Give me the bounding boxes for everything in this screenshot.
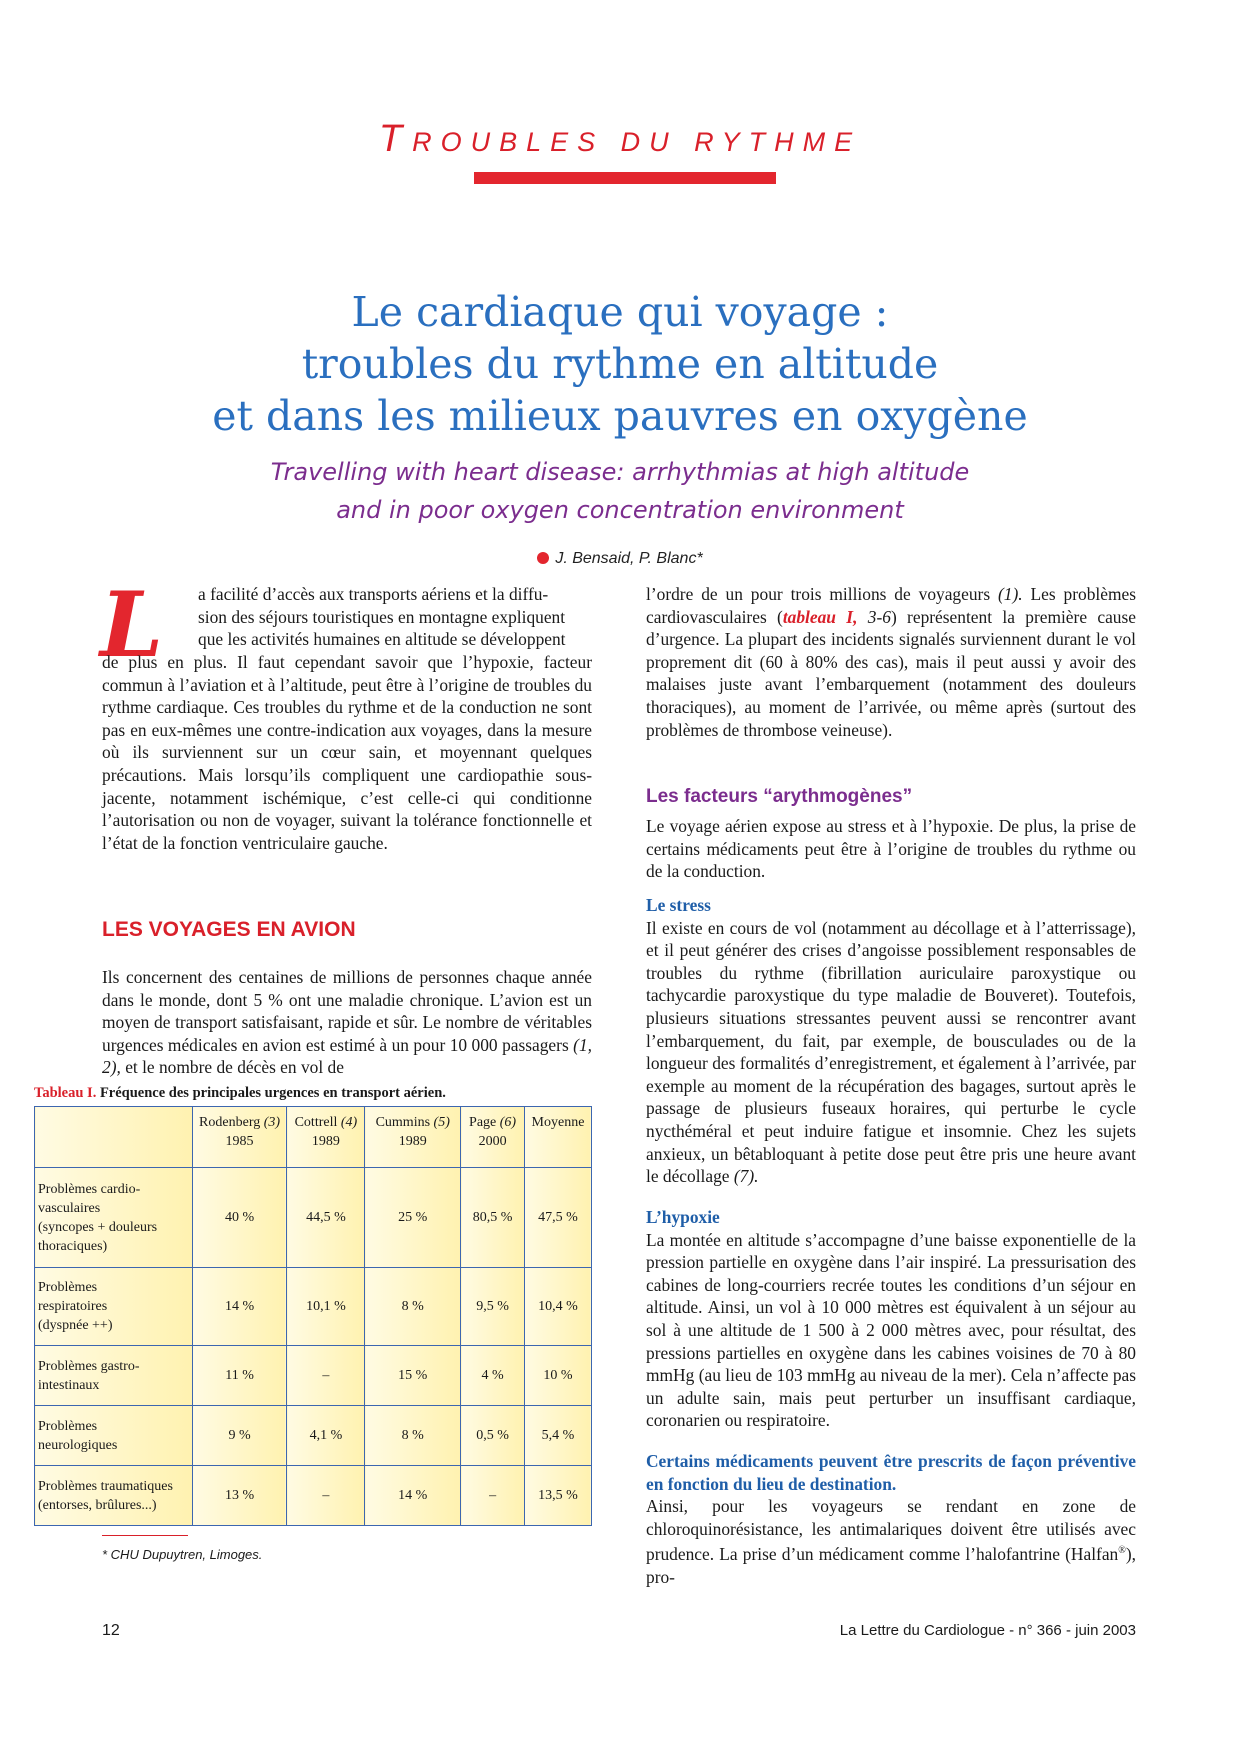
- table-cell: 0,5 %: [461, 1406, 525, 1466]
- bullet-icon: [537, 552, 549, 564]
- stress-block: Le stress Il existe en cours de vol (notamment au décollage et à l’atterrissage), et il peut générer des crises d’angoisse possiblement responsables de troubles du rythme (fibrillation auriculaire paroxystique ou tachycardie paroxystique du type maladie de Bouveret). Toutefois, plusieurs situations stressantes peuvent aussi se rencontrer avant l’embarquement, du fait, par exemple, de bousculades ou de la longueur des formalités d’enregistrement, et également à l’arrivée, par exemple au moment de la récupération des bagages, surtout après le passage de plusieurs fuseaux horaires, qui perturbe le cycle nycthéméral et peut induire fatigue et insomnie. Chez les sujets anxieux, un bêtabloquant à petite dose peut être pris une heure avant le décollage (7).: [646, 895, 1136, 1187]
- authors-text: J. Bensaid, P. Blanc*: [555, 550, 703, 567]
- table-cell: 14 %: [365, 1466, 461, 1526]
- row-label: Problèmes respiratoires (dyspnée ++): [35, 1268, 193, 1346]
- table-cell: –: [461, 1466, 525, 1526]
- section-heading-avion: LES VOYAGES EN AVION: [102, 918, 356, 941]
- intro-line-1: a facilité d’accès aux transports aériens et la diffu-: [198, 584, 549, 604]
- intro-first-lines: [198, 583, 592, 651]
- authors: [0, 550, 1240, 568]
- section-rubric: [0, 118, 1240, 161]
- urgences-table: [34, 1106, 592, 1526]
- heading-medicaments: Certains médicaments peuvent être prescrits de façon préventive en fonction du lieu de destination.: [646, 1451, 1136, 1494]
- avion-ref: (1, 2),: [102, 1034, 592, 1078]
- heading-facteurs: Les facteurs “arythmogènes”: [646, 786, 913, 807]
- table-cell: 4 %: [461, 1346, 525, 1406]
- rubric-underline-bar: [474, 172, 776, 184]
- table-cell: 8 %: [365, 1268, 461, 1346]
- table-cell: 8 %: [365, 1406, 461, 1466]
- right-paragraph-1: l’ordre de un pour trois millions de voyageurs (1). Les problèmes cardiovasculaires (tableau I, 3-6) représentent la première cause d’urgence. La plupart des incidents signalés surviennent durant le vol proprement dit (60 à 80% des cas), mais il peut aussi y avoir des malaises juste avant l’embarquement (notamment des douleurs thoraciques), au moment de l’arrivée, ou même après (surtout des problèmes de thrombose veineuse).: [646, 584, 1136, 740]
- table-cell: 9 %: [192, 1406, 287, 1466]
- facteurs-paragraph: Le voyage aérien expose au stress et à l’hypoxie. De plus, la prise de certains médicaments peut être à l’origine de troubles du rythme ou de la conduction.: [646, 816, 1136, 882]
- table-cell: 13 %: [192, 1466, 287, 1526]
- table-cell: 40 %: [192, 1168, 287, 1268]
- col-header: Cottrell (4) 1989: [287, 1107, 365, 1168]
- table-row: [35, 1168, 592, 1268]
- table-cell: –: [287, 1346, 365, 1406]
- title-line-1: Le cardiaque qui voyage :: [351, 288, 889, 336]
- table-row: [35, 1466, 592, 1526]
- row-label: Problèmes traumatiques (entorses, brûlures...): [35, 1466, 193, 1526]
- subtitle-line-1: Travelling with heart disease: arrhythmias at high altitude: [270, 458, 970, 486]
- intro-paragraph-text: de plus en plus. Il faut cependant savoir que l’hypoxie, facteur commun à l’aviation et à l’altitude, peut être à l’origine de troubles du rythme cardiaque. Ces troubles du rythme et de la conduction ne sont pas en eux-mêmes une contre-indication aux voyages, dans la mesure où ils surviennent sur un cœur sain, et moyennant quelques précautions. Mais lorsqu’ils compliquent une cardiopathie sous-jacente, notamment ischémique, c’est celle-ci qui conditionne l’autorisation ou non de voyager, suivant la tolérance fonctionnelle et l’état de la fonction ventriculaire gauche.: [102, 652, 592, 853]
- subtitle-line-2: and in poor oxygen concentration environment: [336, 496, 904, 524]
- col-header: Rodenberg (3) 1985: [192, 1107, 287, 1168]
- intro-paragraph: [102, 651, 592, 854]
- table-row: [35, 1346, 592, 1406]
- table-header-empty: [35, 1107, 193, 1168]
- medicaments-block: Certains médicaments peuvent être prescrits de façon préventive en fonction du lieu de destination. Ainsi, pour les voyageurs se rendant en zone de chloroquinorésistance, les antimalariques doivent être utilisés avec prudence. La prise d’un médicament comme l’halofantrine (Halfan®), pro-: [646, 1451, 1136, 1587]
- row-label: Problèmes neurologiques: [35, 1406, 193, 1466]
- table-cell: 4,1 %: [287, 1406, 365, 1466]
- page-number: 12: [102, 1622, 120, 1639]
- row-label: Problèmes gastro- intestinaux: [35, 1346, 193, 1406]
- col-header: Cummins (5) 1989: [365, 1107, 461, 1168]
- table-row: [35, 1406, 592, 1466]
- avion-paragraph: [102, 966, 592, 1079]
- hypoxie-block: L’hypoxie La montée en altitude s’accompagne d’une baisse exponentielle de la pression partielle en oxygène dans l’air inspiré. La pressurisation des cabines de long-courriers recrée toutes les conditions d’un séjour en altitude. Ainsi, un vol à 10 000 mètres est équivalent à un séjour au sol à une altitude de 1 500 à 2 000 mètres avec, pour résultat, des pressions partielles en oxygène dans les cabines voisines de 70 à 80 mmHg (au lieu de 103 mmHg au niveau de la mer). Cela n’affecte pas un adulte sain, mais peut perturber un insuffisant cardiaque, coronarien ou respiratoire.: [646, 1207, 1136, 1431]
- table-cell: 10,4 %: [524, 1268, 591, 1346]
- avion-text: Ils concernent des centaines de millions de personnes chaque année dans le monde, dont 5 % ont une maladie chronique. L’avion est un moyen de transport satisfaisant, rapide et sûr. Le nombre de véritables urgences médicales en avion est estimé à un pour 10 000 passagers: [102, 967, 592, 1055]
- avion-text-2: et le nombre de décès en vol de: [120, 1057, 344, 1078]
- table-header-row: [35, 1107, 592, 1168]
- table-cell: 25 %: [365, 1168, 461, 1268]
- footnote-rule: [102, 1535, 188, 1536]
- drop-cap: L: [100, 572, 164, 678]
- table-caption-text: Fréquence des principales urgences en transport aérien.: [96, 1085, 446, 1101]
- table-cell: 10,1 %: [287, 1268, 365, 1346]
- table-cell: 44,5 %: [287, 1168, 365, 1268]
- table-row: [35, 1268, 592, 1346]
- heading-stress: Le stress: [646, 895, 711, 915]
- rubric-text: ROUBLES DU RYTHME: [412, 127, 862, 157]
- table-cell: 10 %: [524, 1346, 591, 1406]
- title-line-2: troubles du rythme en altitude: [301, 340, 939, 388]
- intro-line-2: sion des séjours touristiques en montagne expliquent: [198, 606, 566, 627]
- footnote: * CHU Dupuytren, Limoges.: [102, 1547, 263, 1562]
- table-caption-label: Tableau I.: [34, 1085, 97, 1101]
- row-label: Problèmes cardio- vasculaires (syncopes + douleurs thoraciques): [35, 1168, 193, 1268]
- intro-line-3: que les activités humaines en altitude se développent: [198, 629, 566, 650]
- heading-hypoxie: L’hypoxie: [646, 1207, 720, 1227]
- journal-reference: La Lettre du Cardiologue - n° 366 - juin 2003: [839, 1622, 1136, 1639]
- table-cell: 11 %: [192, 1346, 287, 1406]
- rubric-initial: T: [378, 118, 413, 160]
- table-cell: 47,5 %: [524, 1168, 591, 1268]
- table-cell: 5,4 %: [524, 1406, 591, 1466]
- table-cell: 80,5 %: [461, 1168, 525, 1268]
- table-cell: 13,5 %: [524, 1466, 591, 1526]
- table-cell: 15 %: [365, 1346, 461, 1406]
- col-header: Page (6) 2000: [461, 1107, 525, 1168]
- table-caption: [34, 1085, 446, 1102]
- table-cell: 9,5 %: [461, 1268, 525, 1346]
- table-cell: 14 %: [192, 1268, 287, 1346]
- title-line-3: et dans les milieux pauvres en oxygène: [212, 392, 1028, 440]
- col-header: Moyenne: [524, 1107, 591, 1168]
- table-cell: –: [287, 1466, 365, 1526]
